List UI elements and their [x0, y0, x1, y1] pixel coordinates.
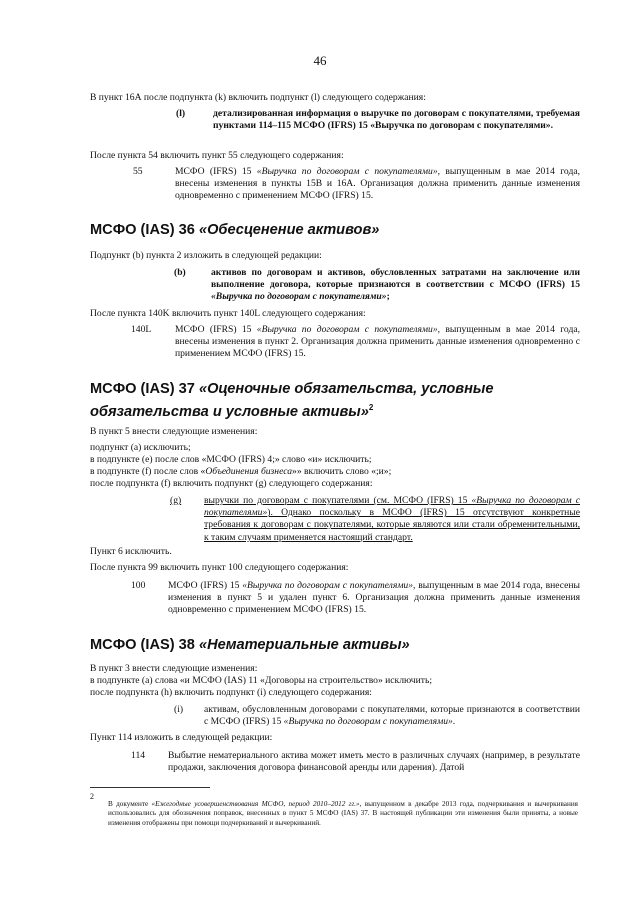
heading-ias-37-line1: МСФО (IAS) 37 «Оценочные обязательства, условные [90, 381, 494, 397]
amend-line-f: в подпункте (f) после слов «Объединения бизнеса»» включить слово «;и»; [90, 466, 392, 477]
page-number: 46 [313, 53, 327, 68]
paragraph-number-55: 55 [133, 166, 143, 177]
heading-ias-38: МСФО (IAS) 38 «Нематериальные активы» [90, 637, 410, 653]
subitem-text-g: выручки по договорам с покупателями (см. МСФО (IFRS) 15 «Выручка по договорам с покупателями»). Однако поскольку в МСФО (IFRS) 15 отсутствуют конкретные требования к договорам с покупателями, которые являются или стали обременительными, к таким случаям применяется настоящий стандарт. [204, 495, 580, 543]
amend-line-a: подпункт (а) исключить; [90, 442, 191, 453]
paragraph-intro-114: Пункт 114 изложить в следующей редакции: [90, 732, 273, 743]
footnote-separator [90, 787, 210, 788]
amend-line-3a: в подпункте (а) слова «и МСФО (IAS) 11 «Договоры на строительство» исключить; [90, 675, 433, 686]
paragraph-text-100: МСФО (IFRS) 15 «Выручка по договорам с покупателями», выпущенным в мае 2014 года, внесены изменения в пункт 5 и удален пункт 6. Организация должна применить данные изменения одновременно с применением МСФО (IFRS) 15. [168, 580, 580, 616]
paragraph-delete-6: Пункт 6 исключить. [90, 546, 172, 557]
subitem-text-l: детализированная информация о выручке по договорам с покупателями, требуемая пунктами 114–115 МСФО (IFRS) 15 «Выручка по договорам с покупателями». [213, 108, 580, 132]
paragraph-intro-100: После пункта 99 включить пункт 100 следующего содержания: [90, 562, 349, 573]
paragraph-text-114: Выбытие нематериального актива может иметь место в различных случаях (например, в результате продажи, заключения договора финансовой аренды или дарения). Датой [168, 750, 580, 774]
paragraph-text-55: МСФО (IFRS) 15 «Выручка по договорам с покупателями», выпущенным в мае 2014 года, внесены изменения в пункты 15B и 16А. Организация должна применить данные изменения одновременно с применением МСФО (IFRS) 15. [175, 166, 580, 202]
paragraph-text-140l: МСФО (IFRS) 15 «Выручка по договорам с покупателями», выпущенным в мае 2014 года, внесены изменения в пункт 2. Организация должна применить данные изменения одновременно с применением МСФО (IFRS) 15. [175, 324, 580, 360]
subitem-marker-i: (i) [174, 704, 184, 715]
paragraph-intro-2b: Подпункт (b) пункта 2 изложить в следующей редакции: [90, 250, 322, 261]
paragraph-intro-55: После пункта 54 включить пункт 55 следующего содержания: [90, 150, 344, 161]
footnote-ref-2: 2 [368, 403, 374, 412]
subitem-text-b: активов по договорам и активов, обусловленных затратами на заключение или выполнение договора, которые признаются в соответствии с МСФО (IFRS) 15 «Выручка по договорам с покупателями»; [211, 267, 580, 303]
amend-line-e: в подпункте (е) после слов «МСФО (IFRS) 4;» слово «и» исключить; [90, 454, 372, 465]
paragraph-intro-140l: После пункта 140K включить пункт 140L следующего содержания: [90, 308, 366, 319]
subitem-marker-b: (b) [174, 267, 186, 278]
paragraph-intro-16a: В пункт 16А после подпункта (k) включить подпункт (l) следующего содержания: [90, 92, 426, 103]
footnote-text: В документе «Ежегодные усовершенствования МСФО, период 2010–2012 гг.», выпущенном в декабре 2013 года, подчеркивания и вычеркивания использовались для обозначения поправок, внесенных в пункт 5 МСФО (IAS) 37. В настоящей публикации эти изменения были приняты, а новые изменения отображены при помощи подчеркиваний и вычеркиваний. [108, 800, 578, 827]
paragraph-number-140l: 140L [131, 324, 152, 335]
paragraph-intro-5: В пункт 5 внести следующие изменения: [90, 426, 258, 437]
paragraph-number-100: 100 [131, 580, 146, 591]
subitem-text-i: активам, обусловленным договорами с покупателями, которые признаются в соответствии с МСФО (IFRS) 15 «Выручка по договорам с покупателями». [204, 704, 580, 728]
subitem-marker-g: (g) [170, 495, 182, 506]
heading-ias-37-line2: обязательства и условные активы»$^2$ [90, 403, 374, 420]
amend-line-3i-intro: после подпункта (h) включить подпункт (i) следующего содержания: [90, 687, 372, 698]
paragraph-intro-3: В пункт 3 внести следующие изменения: [90, 663, 258, 674]
paragraph-number-114: 114 [131, 750, 146, 761]
amend-line-g-intro: после подпункта (f) включить подпункт (g) следующего содержания: [90, 478, 373, 489]
subitem-marker-l: (l) [176, 108, 186, 119]
footnote-number: 2 [90, 792, 94, 801]
heading-ias-36: МСФО (IAS) 36 «Обесценение активов» [90, 222, 380, 238]
